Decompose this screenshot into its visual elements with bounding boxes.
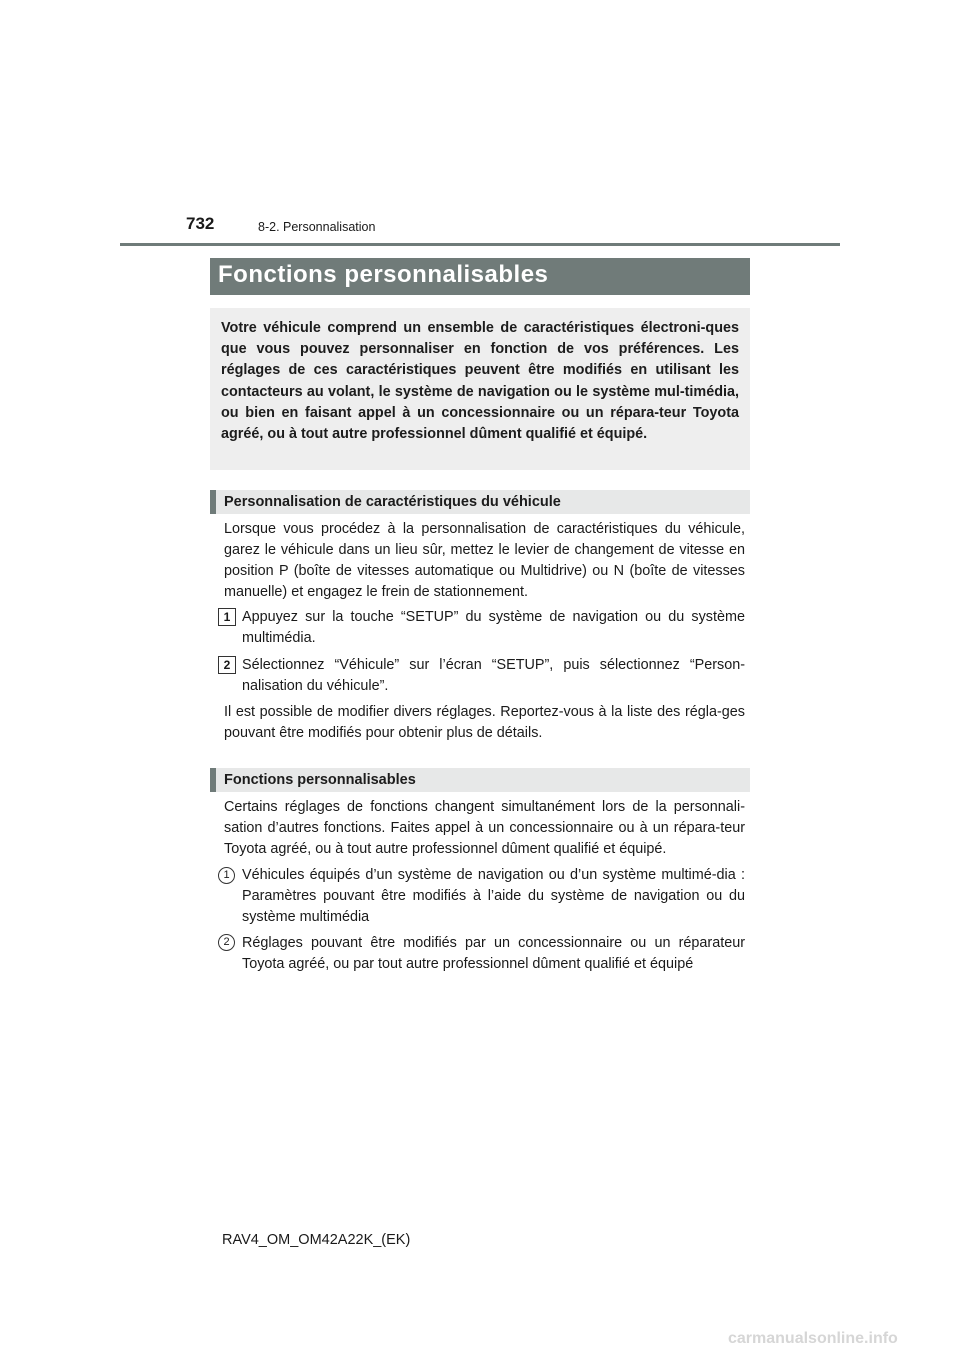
- section1-closing: Il est possible de modifier divers réglages. Reportez-vous à la liste des régla-ges pouvant être modifiés pour obtenir plus de détails.: [224, 704, 745, 741]
- document-code: RAV4_OM_OM42A22K_(EK): [222, 1232, 411, 1248]
- section-reference: 8-2. Personnalisation: [258, 220, 376, 234]
- step-text: Appuyez sur la touche “SETUP” du système de navigation ou du système multimédia.: [242, 609, 745, 646]
- page-number: 732: [186, 214, 215, 233]
- section-heading-label: Personnalisation de caractéristiques du véhicule: [224, 494, 561, 510]
- step-number-badge: 2: [218, 656, 236, 674]
- section2-paragraph: Certains réglages de fonctions changent simultanément lors de la personnali-sation d’autres fonctions. Faites appel à un concessionnaire ou à un répara-teur Toyota agréé, ou à tout autre professionnel dûment qualifié et équipé.: [224, 799, 745, 857]
- section-heading-label: Fonctions personnalisables: [224, 772, 416, 788]
- heading-accent: [210, 768, 216, 792]
- intro-text: Votre véhicule comprend un ensemble de caractéristiques électroni-ques que vous pouvez personnaliser en fonction de vos préférences. Les réglages de ces caractéristiques peuvent être modifiés en utilisant les contacteurs au volant, le système de navigation ou le système mul-timédia, ou bien en faisant appel à un concessionnaire ou un répara-teur Toyota agréé, ou à tout autre professionnel dûment qualifié et équipé.: [221, 320, 739, 443]
- circled-number: 2: [218, 934, 235, 951]
- step-number-badge: 1: [218, 608, 236, 626]
- header-rule: [120, 243, 840, 246]
- page-title: Fonctions personnalisables: [218, 261, 549, 288]
- section-heading-customizable-functions: [210, 768, 750, 792]
- intro-box: [210, 308, 750, 470]
- list-item-text: Véhicules équipés d’un système de navigation ou d’un système multimé-dia : Paramètres pouvant être modifiés à l’aide du système de navigation ou du système multimédia: [242, 867, 745, 925]
- step-text: Sélectionnez “Véhicule” sur l’écran “SETUP”, puis sélectionnez “Person-nalisation du véhicule”.: [242, 657, 745, 694]
- watermark: carmanualsonline.info: [728, 1330, 898, 1347]
- section-heading-vehicle-customization: [210, 490, 750, 514]
- page-title-bar: [210, 258, 750, 295]
- section1-paragraph: Lorsque vous procédez à la personnalisation de caractéristiques du véhicule, garez le véhicule dans un lieu sûr, mettez le levier de changement de vitesse en position P (boîte de vitesses automatique ou Multidrive) ou N (boîte de vitesses manuelle) et engagez le frein de stationnement.: [224, 521, 745, 600]
- heading-accent: [210, 490, 216, 514]
- list-item-text: Réglages pouvant être modifiés par un concessionnaire ou un réparateur Toyota agréé, ou par tout autre professionnel dûment qualifié et équipé: [242, 935, 745, 972]
- circled-number: 1: [218, 867, 235, 884]
